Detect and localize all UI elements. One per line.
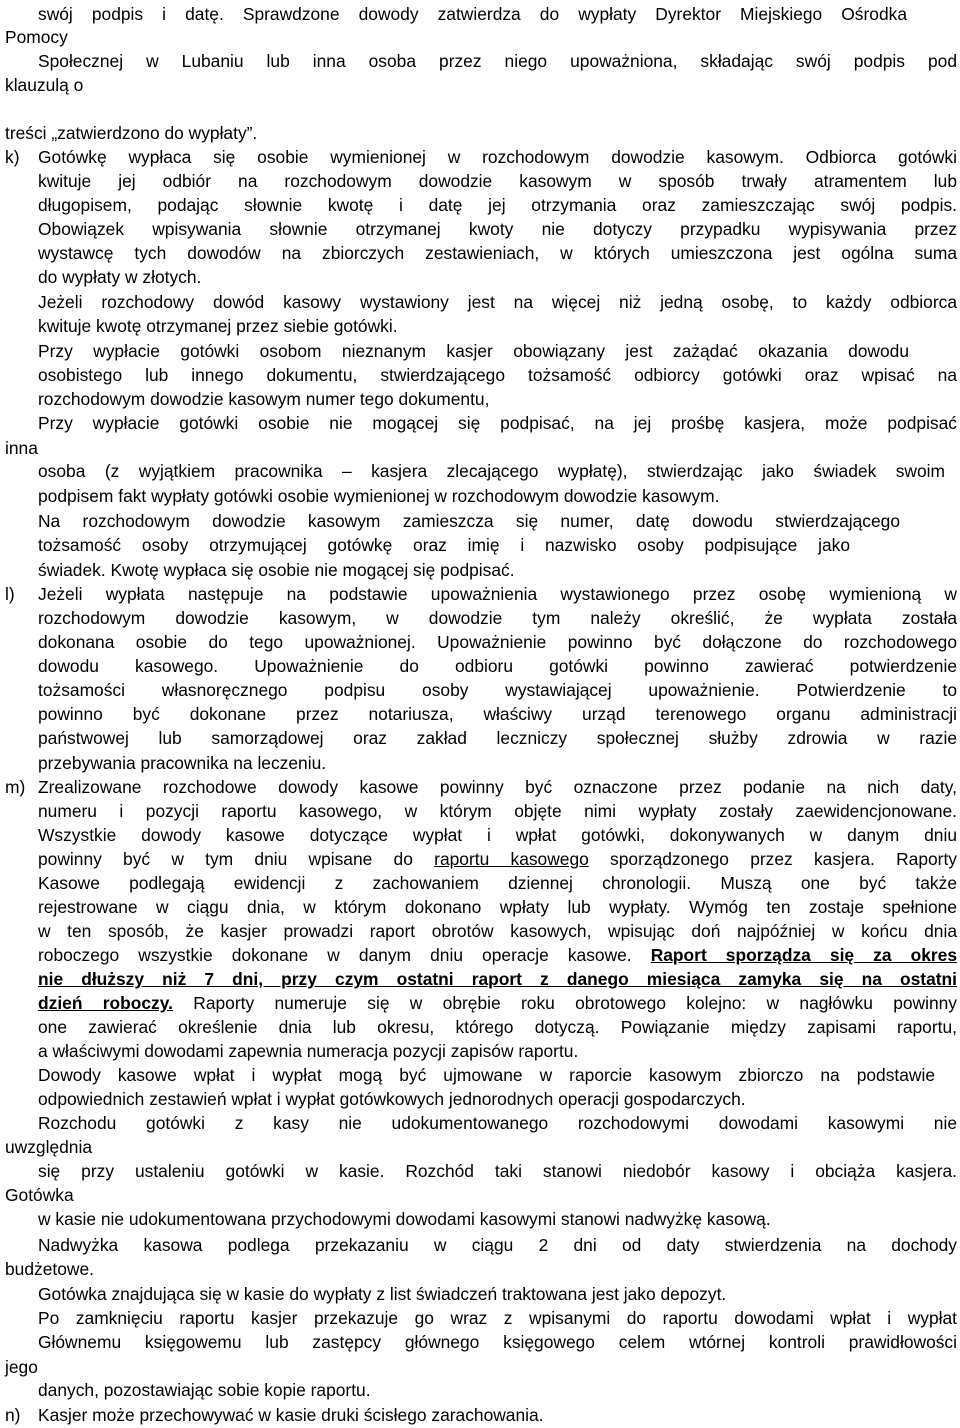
line-text: Dowody kasowe wpłat i wypłat mogą być ujmowane w raporcie kasowym zbiorczo na podstawie — [38, 1065, 935, 1085]
text-line — [38, 1159, 957, 1183]
text-line — [38, 265, 201, 289]
line-text: roboczego wszystkie dokonane w danym dniu operacje kasowe. — [38, 945, 651, 965]
text-line — [38, 1111, 957, 1135]
text-line — [38, 967, 957, 991]
text-line — [38, 217, 957, 241]
line-text: jego — [5, 1357, 38, 1377]
line-text: numeru i pozycji raportu kasowego, w którym objęte nimi wypłaty zostały zaewidencjonowane. — [38, 801, 957, 821]
text-line — [38, 145, 957, 169]
text-line — [38, 751, 326, 775]
line-text: inna — [5, 438, 38, 458]
text-line — [38, 1063, 935, 1087]
text-line — [38, 459, 945, 483]
emphasized-text: Raport sporządza się za okres — [650, 945, 957, 965]
text-line — [38, 290, 957, 314]
text-line — [38, 582, 957, 606]
line-text: dokonana osobie do tego upoważnionej. Upoważnienie powinno być dołączone do rozchodowego — [38, 632, 957, 652]
line-text: Przy wypłacie gotówki osobom nieznanym kasjer obowiązany jest zażądać okazania dowodu — [38, 341, 909, 361]
line-text: Zrealizowane rozchodowe dowody kasowe powinny być oznaczone przez podanie na nich daty, — [38, 777, 957, 797]
text-line — [5, 121, 257, 145]
line-text: Na rozchodowym dowodzie kasowym zamieszcza się numer, datę dowodu stwierdzającego — [38, 511, 900, 531]
emphasized-text: dzień roboczy. — [38, 993, 173, 1013]
line-text: powinny być w tym dniu wpisane do — [38, 849, 435, 869]
line-text: wystawcę tych dowodów na zbiorczych zestawieniach, w których umieszczona jest ogólna suma — [38, 243, 957, 263]
line-text: Kasjer może przechowywać w kasie druki ścisłego zarachowania. — [38, 1405, 544, 1425]
text-line — [38, 799, 957, 823]
text-line — [38, 314, 398, 338]
text-line — [38, 2, 907, 26]
text-line — [5, 73, 83, 97]
text-line — [5, 1135, 92, 1159]
line-text: tożsamość osoby otrzymującej gotówkę oraz imię i nazwisko osoby podpisujące jako — [38, 535, 850, 555]
text-line — [38, 654, 957, 678]
line-text: przebywania pracownika na leczeniu. — [38, 753, 327, 773]
line-text: one zawierać określenie dnia lub okresu, którego dotyczą. Powiązanie między zapisami raportu, — [38, 1017, 957, 1037]
list-marker: m) — [5, 777, 26, 797]
text-line — [38, 193, 957, 217]
line-text: swój podpis i datę. Sprawdzone dowody zatwierdza do wypłaty Dyrektor Miejskiego Ośrodka — [38, 4, 907, 24]
text-line — [5, 1183, 74, 1207]
text-line — [38, 363, 957, 387]
text-line — [5, 25, 68, 49]
line-text: się przy ustaleniu gotówki w kasie. Rozchód taki stanowi niedobór kasowy i obciąża kasjera. — [38, 1161, 957, 1181]
text-line — [38, 823, 957, 847]
line-text: Wszystkie dowody kasowe dotyczące wypłat i wpłat gotówki, dokonywanych w danym dniu — [38, 825, 957, 845]
text-line — [38, 1087, 746, 1111]
line-text: a właściwymi dowodami zapewnia numeracja pozycji zapisów raportu. — [38, 1041, 579, 1061]
text-line — [38, 49, 957, 73]
line-text: Gotówkę wypłaca się osobie wymienionej w rozchodowym dowodzie kasowym. Odbiorca gotówki — [38, 147, 957, 167]
text-line — [38, 775, 957, 799]
line-text: osoba (z wyjątkiem pracownika – kasjera zlecającego wypłatę), stwierdzając jako świadek swoim — [38, 461, 945, 481]
text-line — [38, 1282, 726, 1306]
text-line — [38, 1207, 771, 1231]
line-text: osobistego lub innego dokumentu, stwierdzającego tożsamość odbiorcy gotówki oraz wpisać na — [38, 365, 957, 385]
text-line — [38, 1378, 371, 1402]
line-text: Kasowe podlegają ewidencji z zachowaniem dziennej chronologii. Muszą one być także — [38, 873, 957, 893]
line-text: klauzulą o — [5, 75, 84, 95]
line-text: Gotówka znajdująca się w kasie do wypłaty z list świadczeń traktowana jest jako depozyt. — [38, 1284, 727, 1304]
line-text: rozchodowym dowodzie kasowym numer tego dokumentu, — [38, 389, 490, 409]
text-line — [38, 1233, 957, 1257]
text-line — [38, 1015, 957, 1039]
line-text: treści „zatwierdzono do wypłaty”. — [5, 123, 258, 143]
text-line — [38, 606, 957, 630]
text-line — [38, 871, 957, 895]
text-line — [38, 1330, 957, 1354]
line-text: Raporty numeruje się w obrębie roku obrotowego kolejno: w nagłówku powinny — [172, 993, 957, 1013]
line-text: odpowiednich zestawień wpłat i wypłat gotówkowych jednorodnych operacji gospodarczych. — [38, 1089, 746, 1109]
line-text: uwzględnia — [5, 1137, 93, 1157]
line-text: powinno być dokonane przez notariusza, właściwy urząd terenowego organu administracji — [38, 704, 957, 724]
text-line — [38, 847, 957, 871]
line-text: państwowej lub samorządowej oraz zakład leczniczy społecznej służby zdrowia w razie — [38, 728, 957, 748]
line-text: kwituje jej odbiór na rozchodowym dowodzie kasowym w sposób trwały atramentem lub — [38, 171, 957, 191]
line-text: Jeżeli rozchodowy dowód kasowy wystawiony jest na więcej niż jedną osobę, to każdy odbiorca — [38, 292, 957, 312]
line-text: budżetowe. — [5, 1259, 94, 1279]
text-line — [38, 241, 957, 265]
list-marker: n) — [5, 1405, 21, 1425]
text-line — [5, 436, 38, 460]
text-line — [38, 678, 957, 702]
line-text: Po zamknięciu raportu kasjer przekazuje go wraz z wpisanymi do raportu dowodami wpłat i wypłat — [38, 1308, 957, 1328]
text-line — [38, 484, 719, 508]
line-text: Głównemu księgowemu lub zastępcy głównego księgowego celem wtórnej kontroli prawidłowości — [38, 1332, 957, 1352]
line-text: tożsamości własnoręcznego podpisu osoby wystawiającej upoważnienie. Potwierdzenie to — [38, 680, 957, 700]
line-text: Pomocy — [5, 27, 68, 47]
text-line — [38, 702, 957, 726]
line-text: sporządzonego przez kasjera. Raporty — [588, 849, 958, 869]
text-line — [38, 411, 957, 435]
line-text: Gotówka — [5, 1185, 74, 1205]
line-text: Przy wypłacie gotówki osobie nie mogącej się podpisać, na jej prośbę kasjera, może podpisać — [38, 413, 957, 433]
underlined-link-text: raportu kasowego — [434, 849, 589, 869]
line-text: Nadwyżka kasowa podlega przekazaniu w ciągu 2 dni od daty stwierdzenia na dochody — [38, 1235, 957, 1255]
emphasized-text: nie dłuższy niż 7 dni, przy czym ostatni raport z danego miesiąca zamyka się na ostatni — [38, 969, 957, 989]
list-marker: l) — [5, 584, 15, 604]
line-text: do wypłaty w złotych. — [38, 267, 202, 287]
text-line — [38, 1039, 578, 1063]
text-line — [38, 558, 515, 582]
line-text: rozchodowym dowodzie kasowym, w dowodzie tym należy określić, że wypłata została — [38, 608, 957, 628]
line-text: Rozchodu gotówki z kasy nie udokumentowanego rozchodowymi dowodami kasowymi nie — [38, 1113, 957, 1133]
text-line — [38, 919, 957, 943]
text-line — [38, 630, 957, 654]
text-line — [38, 943, 957, 967]
line-text: w ten sposób, że kasjer prowadzi raport obrotów kasowych, wpisując doń najpóźniej w końcu dnia — [38, 921, 957, 941]
line-text: Jeżeli wypłata następuje na podstawie upoważnienia wystawionego przez osobę wymienioną w — [38, 584, 957, 604]
line-text: w kasie nie udokumentowana przychodowymi dowodami kasowymi stanowi nadwyżkę kasową. — [38, 1209, 771, 1229]
text-line — [38, 169, 957, 193]
text-line — [5, 1355, 38, 1379]
line-text: danych, pozostawiając sobie kopie raportu. — [38, 1380, 371, 1400]
text-line — [5, 1257, 94, 1281]
list-marker: k) — [5, 147, 20, 167]
text-line — [38, 387, 489, 411]
line-text: dowodu kasowego. Upoważnienie do odbioru gotówki powinno zawierać potwierdzenie — [38, 656, 957, 676]
line-text: podpisem fakt wypłaty gotówki osobie wymienionej w rozchodowym dowodzie kasowym. — [38, 486, 720, 506]
text-line — [38, 726, 957, 750]
line-text: świadek. Kwotę wypłaca się osobie nie mogącej się podpisać. — [38, 560, 515, 580]
text-line — [38, 895, 957, 919]
text-line — [38, 339, 909, 363]
line-text: rejestrowane w ciągu dnia, w którym dokonano wpłaty lub wypłaty. Wymóg ten zostaje spełnione — [38, 897, 957, 917]
text-line — [38, 533, 850, 557]
text-line — [38, 1306, 957, 1330]
line-text: Społecznej w Lubaniu lub inna osoba przez niego upoważniona, składając swój podpis pod — [38, 51, 957, 71]
text-line — [38, 991, 957, 1015]
text-line — [38, 509, 900, 533]
line-text: kwituje kwotę otrzymanej przez siebie gotówki. — [38, 316, 398, 336]
line-text: długopisem, podając słownie kwotę i datę jej otrzymania oraz zamieszczając swój podpis. — [38, 195, 957, 215]
text-line — [38, 1403, 544, 1427]
line-text: Obowiązek wpisywania słownie otrzymanej kwoty nie dotyczy przypadku wypisywania przez — [38, 219, 957, 239]
